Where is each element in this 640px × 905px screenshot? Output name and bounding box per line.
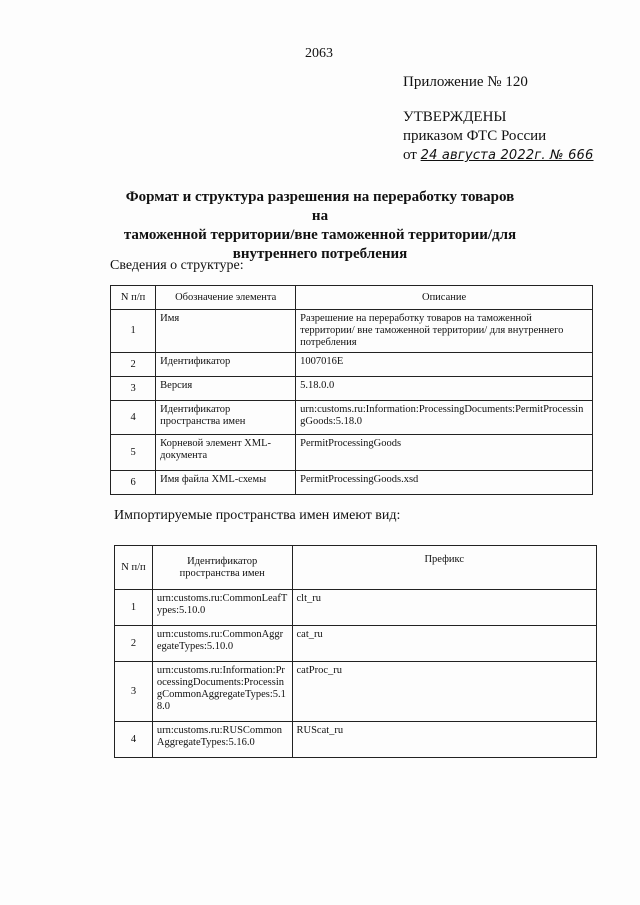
row-num: 2 xyxy=(115,626,153,662)
table-row xyxy=(111,377,593,401)
table-row xyxy=(111,401,593,435)
row-num: 6 xyxy=(111,471,156,495)
row-prefix: cat_ru xyxy=(292,626,597,662)
table-row xyxy=(115,662,597,722)
row-description: PermitProcessingGoods xyxy=(296,435,593,471)
table-row xyxy=(111,435,593,471)
row-num: 3 xyxy=(111,377,156,401)
header-num: N п/п xyxy=(115,546,153,590)
document-title xyxy=(120,188,520,264)
title-line-1: Формат и структура разрешения на переработку товаров на xyxy=(125,189,515,224)
page-number: 2063 xyxy=(305,46,333,61)
table-row xyxy=(115,590,597,626)
row-element: Имя xyxy=(156,310,296,353)
approval-order: приказом ФТС России xyxy=(403,128,547,144)
header-description: Описание xyxy=(296,286,593,310)
header-num: N п/п xyxy=(111,286,156,310)
row-description: PermitProcessingGoods.xsd xyxy=(296,471,593,495)
row-namespace: urn:customs.ru:CommonAggregateTypes:5.10.0 xyxy=(152,626,292,662)
approval-block xyxy=(403,108,594,165)
approval-date-prefix: от xyxy=(403,147,417,163)
row-num: 1 xyxy=(111,310,156,353)
structure-table xyxy=(110,285,593,495)
header-prefix: Префикс xyxy=(292,546,597,590)
row-num: 4 xyxy=(115,722,153,758)
row-element: Имя файла XML-схемы xyxy=(156,471,296,495)
row-description: 1007016E xyxy=(296,353,593,377)
row-num: 5 xyxy=(111,435,156,471)
row-prefix: clt_ru xyxy=(292,590,597,626)
header-element: Обозначение элемента xyxy=(156,286,296,310)
row-description: 5.18.0.0 xyxy=(296,377,593,401)
row-element: Версия xyxy=(156,377,296,401)
namespaces-table xyxy=(114,545,597,758)
row-description: urn:customs.ru:Information:ProcessingDocuments:PermitProcessingGoods:5.18.0 xyxy=(296,401,593,435)
row-element: Корневой элемент XML-документа xyxy=(156,435,296,471)
namespaces-table-header xyxy=(115,546,597,590)
table-row xyxy=(115,626,597,662)
title-line-3: внутреннего потребления xyxy=(232,246,408,262)
namespaces-section-label: Импортируемые пространства имен имеют вид: xyxy=(114,508,401,523)
row-namespace: urn:customs.ru:CommonLeafTypes:5.10.0 xyxy=(152,590,292,626)
approval-heading: УТВЕРЖДЕНЫ xyxy=(403,109,507,125)
table-row xyxy=(115,722,597,758)
row-namespace: urn:customs.ru:RUSCommonAggregateTypes:5.16.0 xyxy=(152,722,292,758)
title-line-2: таможенной территории/вне таможенной территории/для xyxy=(123,227,517,243)
row-num: 1 xyxy=(115,590,153,626)
row-description: Разрешение на переработку товаров на таможенной территории/ вне таможенной территории/ для внутреннего потребления xyxy=(296,310,593,353)
row-element: Идентификатор xyxy=(156,353,296,377)
row-element: Идентификатор пространства имен xyxy=(156,401,296,435)
row-num: 4 xyxy=(111,401,156,435)
row-namespace: urn:customs.ru:Information:ProcessingDocuments:ProcessingCommonAggregateTypes:5.18.0 xyxy=(152,662,292,722)
table-row xyxy=(111,471,593,495)
table-row xyxy=(111,353,593,377)
structure-table-header xyxy=(111,286,593,310)
row-prefix: RUScat_ru xyxy=(292,722,597,758)
approval-date-line xyxy=(403,146,594,165)
row-num: 3 xyxy=(115,662,153,722)
approval-date-handwritten: 24 августа 2022г. № 666 xyxy=(420,148,594,163)
header-namespace: Идентификатор пространства имен xyxy=(152,546,292,590)
row-prefix: catProc_ru xyxy=(292,662,597,722)
row-num: 2 xyxy=(111,353,156,377)
structure-section-label: Сведения о структуре: xyxy=(110,258,244,273)
table-row xyxy=(111,310,593,353)
appendix-label: Приложение № 120 xyxy=(403,74,528,90)
